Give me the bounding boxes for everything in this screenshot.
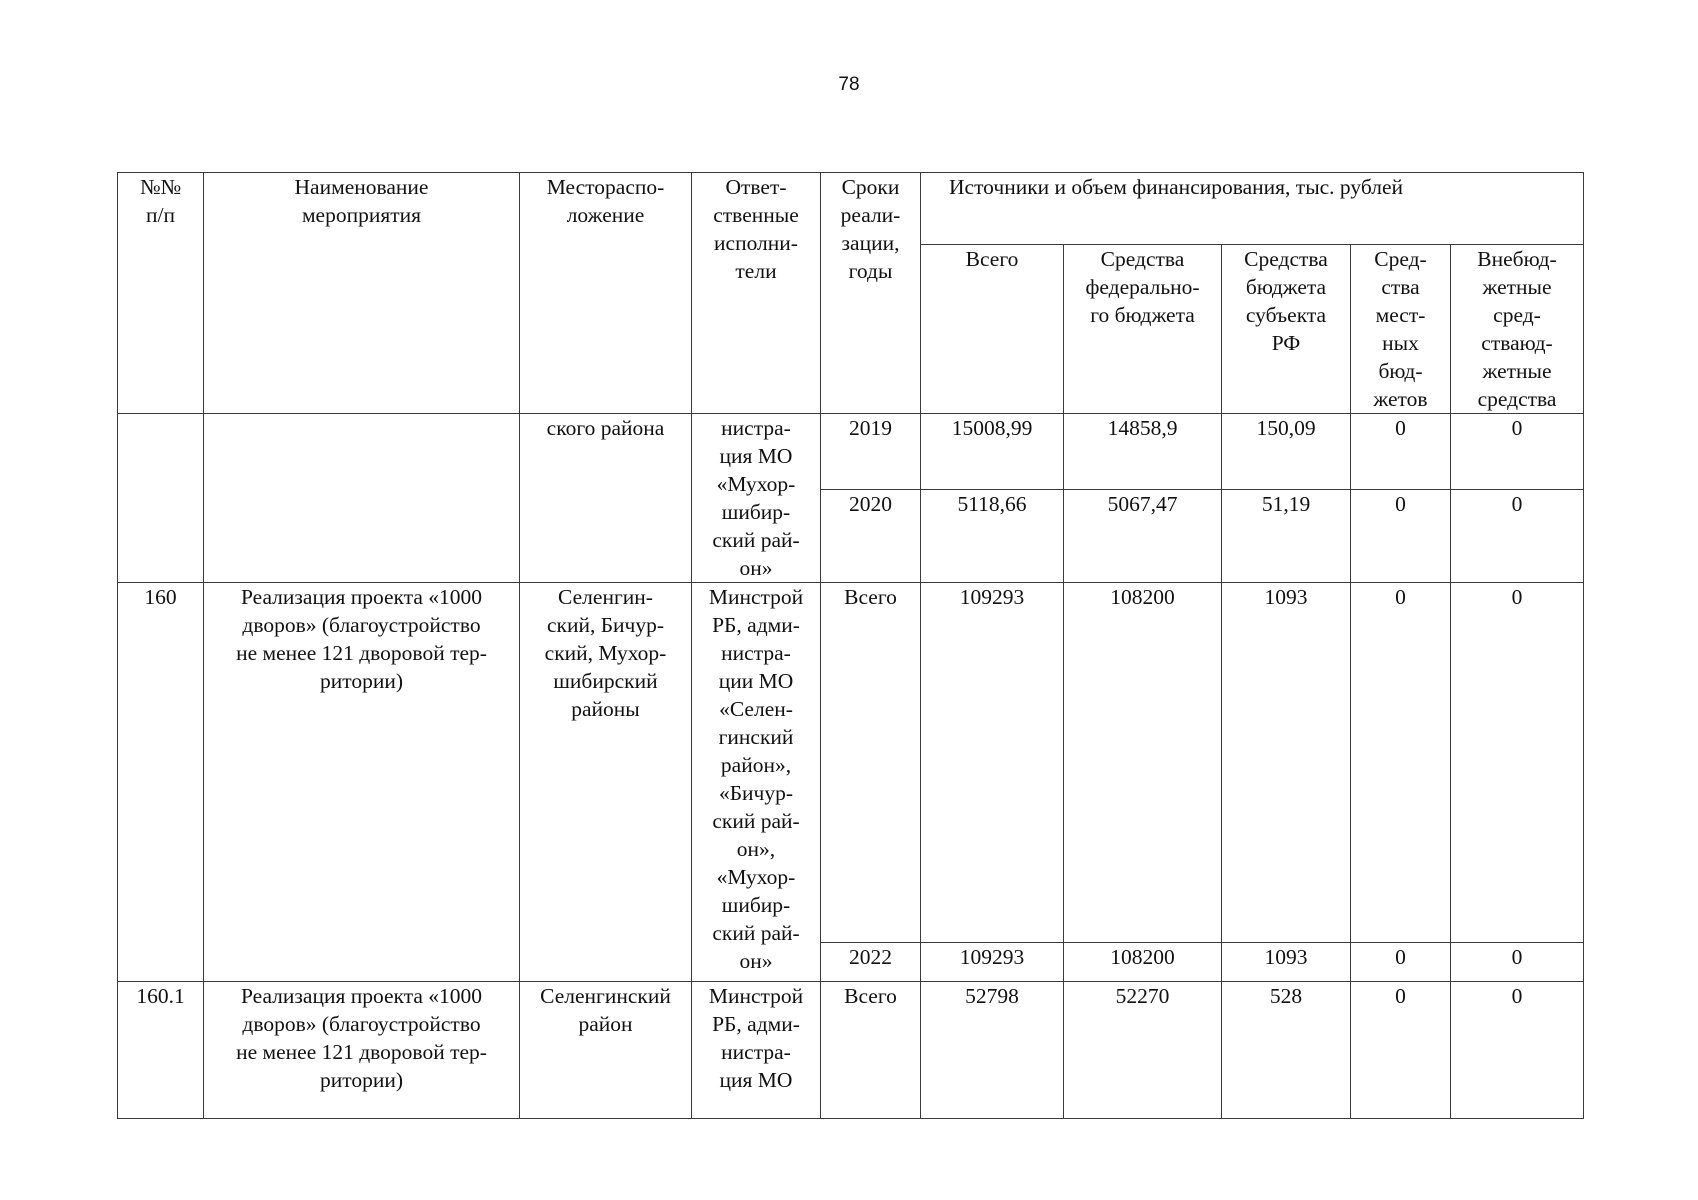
year-cell: 2020 [821, 490, 921, 583]
item-num: 160.1 [118, 982, 204, 1119]
total-cell: 5118,66 [921, 490, 1064, 583]
extra-cell: 0 [1451, 414, 1584, 490]
regional-cell: 1093 [1222, 943, 1351, 982]
total-cell: 15008,99 [921, 414, 1064, 490]
regional-cell: 1093 [1222, 583, 1351, 943]
header-terms: Сроки реали- зации, годы [821, 173, 921, 414]
table-row [118, 982, 1584, 1119]
header-local: Сред- ства мест- ных бюд- жетов [1351, 245, 1451, 414]
header-location: Месторaспо- ложение [520, 173, 692, 414]
financing-table [117, 172, 1584, 1119]
federal-cell: 108200 [1064, 583, 1222, 943]
header-sources-title: Источники и объем финансирования, тыс. рублей [921, 173, 1584, 245]
header-extra: Внебюд- жетные сред- стваюд- жетные средства [1451, 245, 1584, 414]
table-row [118, 414, 1584, 490]
header-responsible: Ответ- ственные исполни- тели [692, 173, 821, 414]
year-cell: 2019 [821, 414, 921, 490]
regional-cell: 528 [1222, 982, 1351, 1119]
extra-cell: 0 [1451, 982, 1584, 1119]
item-num: 160 [118, 583, 204, 982]
total-cell: 109293 [921, 943, 1064, 982]
federal-cell: 108200 [1064, 943, 1222, 982]
regional-cell: 51,19 [1222, 490, 1351, 583]
carry-num [118, 414, 204, 583]
extra-cell: 0 [1451, 583, 1584, 943]
federal-cell: 5067,47 [1064, 490, 1222, 583]
item-responsible: Минстрой РБ, адми- нистра- ции МО «Селен- гинский район», «Бичур- ский рай- он», «Мухор- шибир- ский рай- он» [692, 583, 821, 982]
table-row [118, 583, 1584, 943]
header-num: №№ п/п [118, 173, 204, 414]
local-cell: 0 [1351, 943, 1451, 982]
total-cell: 52798 [921, 982, 1064, 1119]
item-location: Селенгин- ский, Бичур- ский, Мухор- шибирский районы [520, 583, 692, 982]
page-number: 78 [838, 74, 860, 95]
item-name: Реализация проекта «1000 дворов» (благоустройство не менее 121 дворовой тер- ритории) [204, 583, 520, 982]
item-name: Реализация проекта «1000 дворов» (благоустройство не менее 121 дворовой тер- ритории) [204, 982, 520, 1119]
header-total: Всего [921, 245, 1064, 414]
local-cell: 0 [1351, 982, 1451, 1119]
item-responsible: Минстрой РБ, адми- нистра- ция МО [692, 982, 821, 1119]
local-cell: 0 [1351, 583, 1451, 943]
header-regional: Средства бюджета субъекта РФ [1222, 245, 1351, 414]
carry-location: ского района [520, 414, 692, 583]
header-federal: Средства федерально- го бюджета [1064, 245, 1222, 414]
extra-cell: 0 [1451, 490, 1584, 583]
regional-cell: 150,09 [1222, 414, 1351, 490]
header-name: Наименование мероприятия [204, 173, 520, 414]
total-cell: 109293 [921, 583, 1064, 943]
local-cell: 0 [1351, 414, 1451, 490]
local-cell: 0 [1351, 490, 1451, 583]
federal-cell: 52270 [1064, 982, 1222, 1119]
federal-cell: 14858,9 [1064, 414, 1222, 490]
item-location: Селенгинский район [520, 982, 692, 1119]
carry-name [204, 414, 520, 583]
year-cell: Всего [821, 982, 921, 1119]
extra-cell: 0 [1451, 943, 1584, 982]
year-cell: Всего [821, 583, 921, 943]
year-cell: 2022 [821, 943, 921, 982]
header-row-1 [118, 173, 1584, 245]
carry-responsible: нистра- ция МО «Мухор- шибир- ский рай- он» [692, 414, 821, 583]
